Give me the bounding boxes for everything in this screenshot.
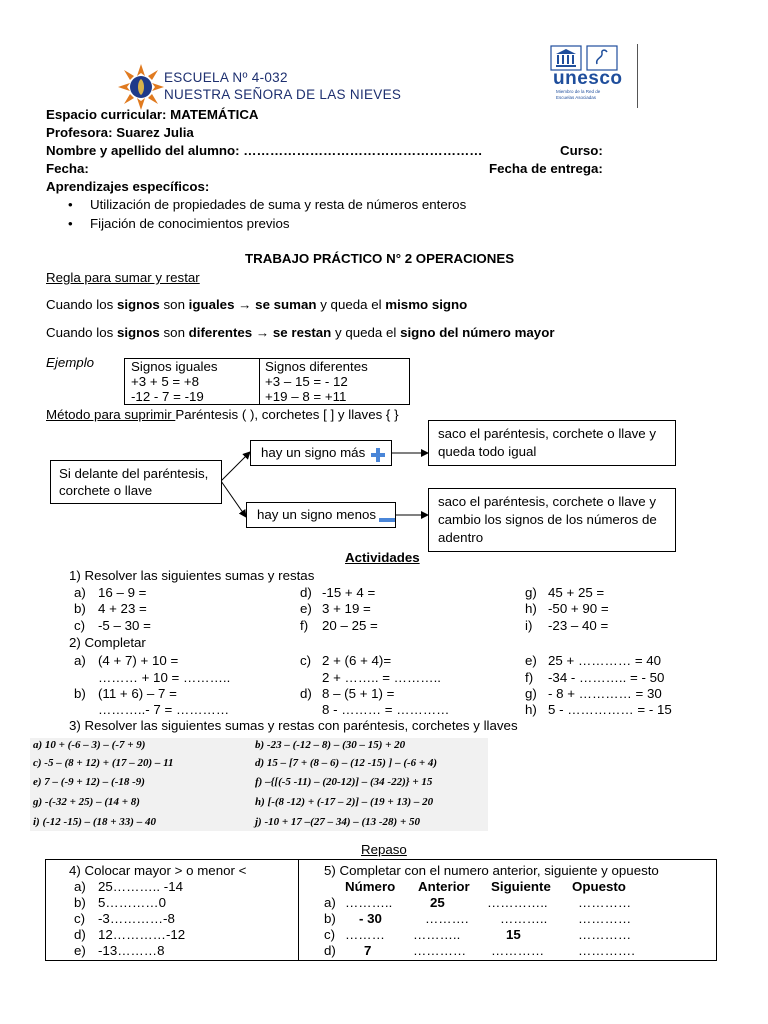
flow-minus-box: [246, 502, 396, 528]
bullet-icon: •: [68, 197, 73, 212]
text: signos: [116, 297, 160, 312]
q2-h: 5 - …………… = - 15: [548, 702, 672, 717]
q4-item-a: 25……….. -14: [98, 879, 183, 894]
text: →: [234, 297, 256, 312]
q2-label-b: b): [74, 686, 86, 701]
q5-prompt: 5) Completar con el numero anterior, siguiente y opuesto: [324, 863, 659, 878]
q2-a-line2: ……… + 10 = ………..: [98, 670, 231, 685]
q4-label-c: c): [74, 911, 86, 926]
unesco-subtitle-2: Escuelas Asociadas: [556, 95, 597, 100]
minus-icon: [379, 512, 395, 520]
unesco-subtitle-1: Miembro de la Red de: [556, 89, 601, 94]
q2-label-c: c): [300, 653, 312, 668]
q2-label-f: f): [525, 670, 534, 685]
q5-label-b: b): [324, 911, 336, 926]
q1-item-d: -15 + 4 =: [322, 585, 376, 600]
flow-plus-result: [428, 420, 676, 466]
q1-label-e: e): [300, 601, 312, 616]
q5-b-anterior: ……….: [425, 911, 469, 926]
q1-item-g: 45 + 25 =: [548, 585, 605, 600]
q2-label-a: a): [74, 653, 86, 668]
q5-b-numero: - 30: [359, 911, 382, 926]
text: Cuando los: [46, 297, 117, 312]
q4-label-b: b): [74, 895, 86, 910]
nombre-alumno: Nombre y apellido del alumno: ………………………………………………: [46, 143, 483, 158]
fecha: Fecha:: [46, 161, 89, 176]
plus-icon: [370, 447, 386, 463]
q2-e: 25 + ………… = 40: [548, 653, 662, 668]
q4-label-d: d): [74, 927, 86, 942]
q1-label-h: h): [525, 601, 537, 616]
flow-minus-text: hay un signo menos: [257, 507, 377, 522]
flow-condition-box: [50, 460, 222, 504]
text: signo del número mayor: [400, 325, 555, 340]
flow-plus-box: [250, 440, 392, 466]
q2-f: -34 - ……….. = - 50: [548, 670, 665, 685]
ejemplo-label: Ejemplo: [46, 355, 95, 370]
text: →: [252, 325, 273, 340]
q1-label-b: b): [74, 601, 86, 616]
q3-item-f: f) –{[(-5 -11) – (20-12)] – (34 -22)} + 15: [255, 776, 433, 788]
q4-item-e: -13………8: [98, 943, 165, 958]
q3-item-c: c) -5 – (8 + 12) + (17 – 20) – 11: [33, 757, 174, 769]
metodo-label: Método para suprimir: [46, 407, 176, 422]
flow-plus-result-text: saco el paréntesis, corchete o llave y queda todo igual: [438, 426, 657, 459]
text: y queda el: [316, 297, 386, 312]
ejemplo-col1-r1: +3 + 5 = +8: [131, 374, 200, 389]
q5-label-a: a): [324, 895, 336, 910]
q2-prompt: 2) Completar: [69, 635, 146, 650]
text: mismo signo: [385, 297, 468, 312]
q5-a-numero: ………..: [345, 895, 393, 910]
q2-d-line1: 8 – (5 + 1) =: [322, 686, 395, 701]
q2-label-e: e): [525, 653, 537, 668]
ejemplo-col2-r2: +19 – 8 = +11: [265, 389, 347, 404]
q5-c-anterior: ………..: [413, 927, 461, 942]
q1-item-b: 4 + 23 =: [98, 601, 147, 616]
ejemplo-col2-r1: +3 – 15 = - 12: [265, 374, 348, 389]
repaso-heading: Repaso: [361, 842, 407, 857]
text: se restan: [272, 325, 332, 340]
q3-item-h: h) [-(8 -12) + (-17 – 2)] – (19 + 13) – 20: [255, 796, 434, 808]
q2-b-line1: (11 + 6) – 7 =: [98, 686, 177, 701]
q5-c-siguiente: 15: [506, 927, 521, 942]
q5-d-anterior: …………: [413, 943, 467, 958]
text: son: [159, 325, 189, 340]
q5-head-siguiente: Siguiente: [491, 879, 551, 894]
q2-label-d: d): [300, 686, 312, 701]
q1-item-h: -50 + 90 =: [548, 601, 609, 616]
q1-label-g: g): [525, 585, 537, 600]
q4-label-a: a): [74, 879, 86, 894]
ejemplo-col2-head: Signos diferentes: [265, 359, 368, 374]
text: se suman: [255, 297, 317, 312]
fecha-entrega: Fecha de entrega:: [489, 161, 603, 176]
q4-item-c: -3…………-8: [98, 911, 175, 926]
q3-item-d: d) 15 – [7 + (8 – 6) – (12 -15) ] – (-6 + 4): [255, 757, 438, 769]
espacio-curricular: Espacio curricular: MATEMÁTICA: [46, 107, 259, 122]
text: Cuando los: [46, 325, 117, 340]
actividades-heading: Actividades: [345, 550, 420, 565]
flow-condition-text: Si delante del paréntesis, corchete o llave: [59, 466, 209, 498]
text: signos: [116, 325, 160, 340]
q2-d-line2: 8 - ……… = …………: [322, 702, 450, 717]
q5-c-numero: ………: [345, 927, 385, 942]
aprendizaje-1: Utilización de propiedades de suma y resta de números enteros: [90, 197, 467, 212]
repaso-divider: [298, 860, 299, 960]
text: iguales: [188, 297, 235, 312]
q2-b-line2: ………..- 7 = …………: [98, 702, 230, 717]
q4-item-b: 5…………0: [98, 895, 166, 910]
q2-label-h: h): [525, 702, 537, 717]
q2-label-g: g): [525, 686, 537, 701]
unesco-wordmark: unesco: [553, 68, 623, 89]
q2-g: - 8 + ………… = 30: [548, 686, 662, 701]
q2-c-line1: 2 + (6 + 4)=: [322, 653, 392, 668]
page-title: TRABAJO PRÁCTICO N° 2 OPERACIONES: [245, 251, 515, 266]
metodo-rest: Paréntesis ( ), corchetes [ ] y llaves { }: [175, 407, 399, 422]
q5-label-c: c): [324, 927, 336, 942]
text: y queda el: [331, 325, 401, 340]
q1-item-i: -23 – 40 =: [548, 618, 609, 633]
q5-d-siguiente: …………: [491, 943, 545, 958]
q5-c-opuesto: …………: [578, 927, 632, 942]
q1-label-d: d): [300, 585, 312, 600]
q1-label-c: c): [74, 618, 86, 633]
repaso-table: [45, 859, 717, 961]
flow-minus-result: [428, 488, 676, 552]
q3-prompt: 3) Resolver las siguientes sumas y restas con paréntesis, corchetes y llaves: [69, 718, 518, 733]
q3-item-j: j) -10 + 17 –(27 – 34) – (13 -28) + 50: [255, 816, 420, 828]
flow-plus-text: hay un signo más: [261, 445, 366, 460]
profesora: Profesora: Suarez Julia: [46, 125, 194, 140]
text: son: [159, 297, 189, 312]
q5-head-numero: Número: [345, 879, 396, 894]
q3-item-b: b) -23 – (-12 – 8) – (30 – 15) + 20: [255, 739, 406, 751]
q5-a-siguiente: …………..: [487, 895, 548, 910]
q3-item-i: i) (-12 -15) – (18 + 33) – 40: [33, 816, 156, 828]
q5-a-anterior: 25: [430, 895, 445, 910]
q5-head-opuesto: Opuesto: [572, 879, 626, 894]
bullet-icon: •: [68, 216, 73, 231]
q1-item-c: -5 – 30 =: [98, 618, 151, 633]
q5-d-opuesto: ………….: [578, 943, 635, 958]
q5-b-siguiente: ………..: [500, 911, 548, 926]
q5-label-d: d): [324, 943, 336, 958]
ejemplo-col1-r2: -12 - 7 = -19: [131, 389, 204, 404]
regla-heading: Regla para sumar y restar: [46, 270, 200, 285]
ejemplo-col1-head: Signos iguales: [131, 359, 218, 374]
q3-item-e: e) 7 – (-9 + 12) – (-18 -9): [33, 776, 145, 788]
q3-item-a: a) 10 + (-6 – 3) – (-7 + 9): [33, 739, 146, 751]
q1-prompt: 1) Resolver las siguientes sumas y restas: [69, 568, 315, 583]
school-name-line1: ESCUELA Nº 4-032: [164, 70, 288, 85]
q2-a-line1: (4 + 7) + 10 =: [98, 653, 179, 668]
q5-b-opuesto: …………: [578, 911, 632, 926]
q5-a-opuesto: …………: [578, 895, 632, 910]
q1-label-f: f): [300, 618, 309, 633]
q1-label-i: i): [525, 618, 533, 633]
q3-item-g: g) -(-32 + 25) – (14 + 8): [33, 796, 140, 808]
q4-item-d: 12…………-12: [98, 927, 186, 942]
school-name-line2: NUESTRA SEÑORA DE LAS NIEVES: [164, 87, 402, 102]
q5-head-anterior: Anterior: [418, 879, 470, 894]
text: diferentes: [188, 325, 253, 340]
q5-d-numero: 7: [364, 943, 372, 958]
q1-item-f: 20 – 25 =: [322, 618, 378, 633]
aprendizajes-heading: Aprendizajes específicos:: [46, 179, 210, 194]
curso: Curso:: [560, 143, 603, 158]
flow-minus-result-text: saco el paréntesis, corchete o llave y cambio los signos de los números de adentro: [438, 494, 657, 545]
q4-prompt: 4) Colocar mayor > o menor <: [69, 863, 247, 878]
q4-label-e: e): [74, 943, 86, 958]
q2-c-line2: 2 + …….. = ………..: [322, 670, 441, 685]
q1-item-e: 3 + 19 =: [322, 601, 371, 616]
aprendizaje-2: Fijación de conocimientos previos: [90, 216, 290, 231]
q1-item-a: 16 – 9 =: [98, 585, 147, 600]
q1-label-a: a): [74, 585, 86, 600]
